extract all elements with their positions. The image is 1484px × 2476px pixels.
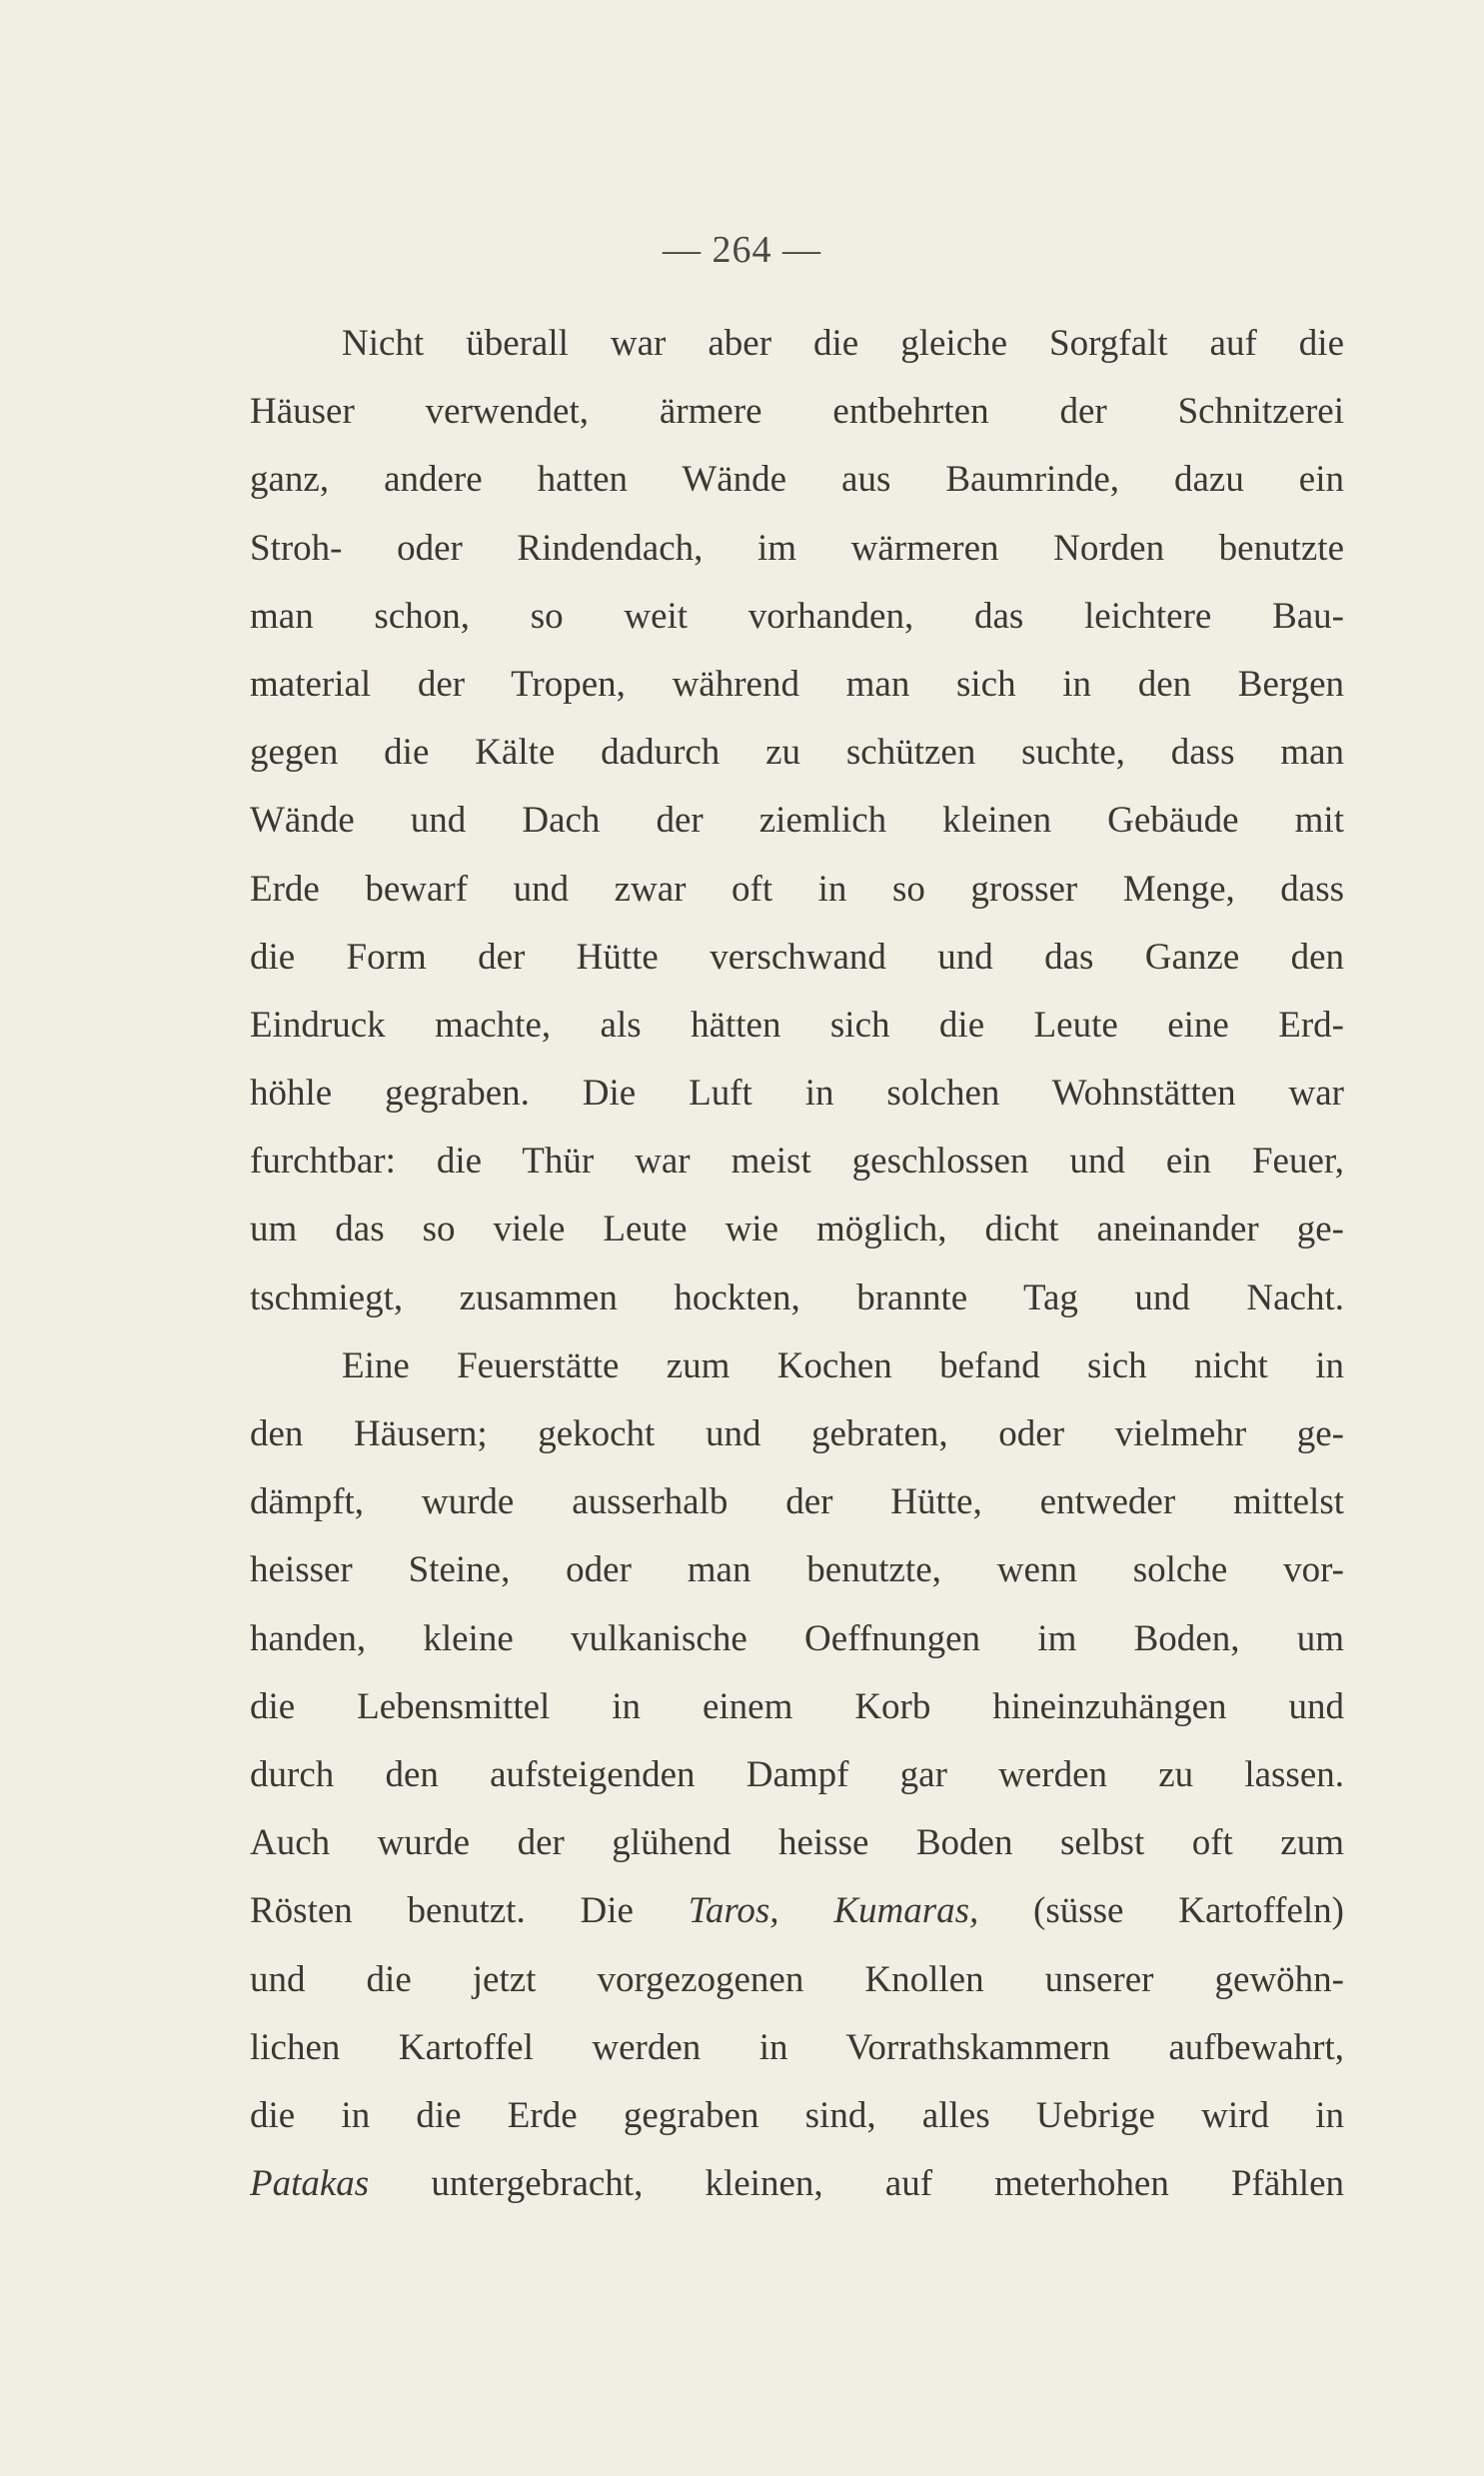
text-line: und die jetzt vorgezogenen Knollen unserer gewöhn- [250, 1958, 1344, 2000]
text-line: die in die Erde gegraben sind, alles Uebrige wird in [250, 2094, 1344, 2136]
text-line: Eine Feuerstätte zum Kochen befand sich nicht in [342, 1344, 1344, 1386]
text-line: Erde bewarf und zwar oft in so grosser Menge, dass [250, 868, 1344, 910]
text-line: den Häusern; gekocht und gebraten, oder vielmehr ge- [250, 1413, 1344, 1454]
italic-term: Patakas [250, 2163, 370, 2205]
text-line: lichen Kartoffel werden in Vorrathskammern aufbewahrt, [250, 2026, 1344, 2068]
text-line: ganz, andere hatten Wände aus Baumrinde, dazu ein [250, 459, 1344, 501]
text-line: heisser Steine, oder man benutzte, wenn solche vor- [250, 1549, 1344, 1591]
text-line: tschmiegt, zusammen hockten, brannte Tag und Nacht. [250, 1276, 1344, 1318]
text-line: die Form der Hütte verschwand und das Ganze den [250, 936, 1344, 978]
text-line: material der Tropen, während man sich in den Bergen [250, 663, 1344, 705]
text-line [250, 1877, 1344, 1945]
text-segment: Rösten benutzt. Die [250, 1890, 689, 1932]
text-line: handen, kleine vulkanische Oeffnungen im Boden, um [250, 1617, 1344, 1659]
text-line: um das so viele Leute wie möglich, dicht aneinander ge- [250, 1209, 1344, 1250]
text-line: Häuser verwendet, ärmere entbehrten der Schnitzerei [250, 391, 1344, 433]
text-line: Stroh- oder Rindendach, im wärmeren Norden benutzte [250, 527, 1344, 569]
text-line: gegen die Kälte dadurch zu schützen suchte, dass man [250, 732, 1344, 774]
body-text [250, 310, 1344, 2218]
text-line: Auch wurde der glühend heisse Boden selbst oft zum [250, 1822, 1344, 1864]
page-number: — 264 — [663, 229, 821, 271]
text-line: Nicht überall war aber die gleiche Sorgfalt auf die [342, 323, 1344, 364]
text-line: höhle gegraben. Die Luft in solchen Wohnstätten war [250, 1073, 1344, 1115]
text-line: Eindruck machte, als hätten sich die Leute eine Erd- [250, 1004, 1344, 1046]
text-line: Wände und Dach der ziemlich kleinen Gebäude mit [250, 800, 1344, 842]
text-line: furchtbar: die Thür war meist geschlossen und ein Feuer, [250, 1141, 1344, 1183]
text-line: dämpft, wurde ausserhalb der Hütte, entweder mittelst [250, 1481, 1344, 1523]
text-line: die Lebensmittel in einem Korb hineinzuhängen und [250, 1685, 1344, 1727]
italic-term: Taros, Kumaras, [688, 1890, 979, 1932]
text-line: durch den aufsteigenden Dampf gar werden zu lassen. [250, 1753, 1344, 1795]
text-line: man schon, so weit vorhanden, das leichtere Bau- [250, 595, 1344, 637]
text-segment: (süsse Kartoffeln) [978, 1890, 1344, 1932]
text-segment: untergebracht, kleinen, auf meterhohen Pfählen [369, 2163, 1344, 2205]
text-line [250, 2150, 1344, 2218]
